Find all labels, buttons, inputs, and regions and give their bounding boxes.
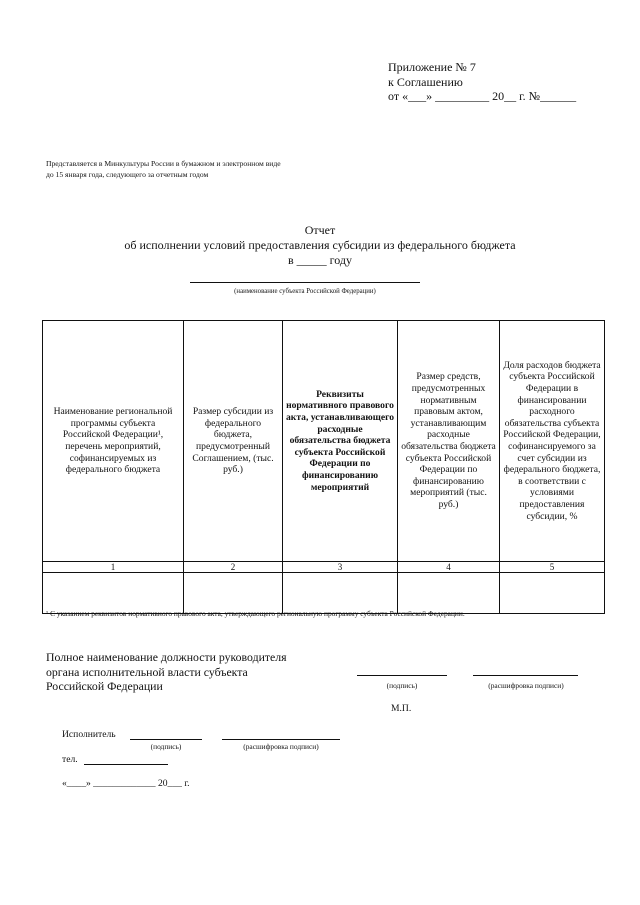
executor-decode-caption: (расшифровка подписи) xyxy=(243,742,319,751)
report-title: Отчет xyxy=(304,223,336,237)
head-decode-line xyxy=(473,675,578,676)
submission-note-line-1: Представляется в Минкультуры России в бумажном и электронном виде xyxy=(46,159,281,168)
column-number: 3 xyxy=(283,562,398,573)
executor-decode-line xyxy=(222,739,340,740)
report-subtitle: об исполнении условий предоставления субсидии из федерального бюджета xyxy=(124,238,516,252)
table-row xyxy=(43,573,605,614)
head-signature-caption: (подпись) xyxy=(386,681,418,690)
table-cell xyxy=(43,573,184,614)
appendix-date-line: от «___» _________ 20__ г. №______ xyxy=(388,89,577,103)
head-position-line-1: Полное наименование должности руководителя xyxy=(46,650,287,664)
executor-date-line: «____» _____________ 20___ г. xyxy=(62,778,190,789)
column-number: 1 xyxy=(43,562,184,573)
column-number: 5 xyxy=(500,562,605,573)
head-position-line-2: органа исполнительной власти субъекта xyxy=(46,664,248,679)
appendix-agreement: к Соглашению xyxy=(388,74,463,89)
table-header-row xyxy=(43,321,605,562)
executor-signature-caption: (подпись) xyxy=(150,742,182,751)
table-cell xyxy=(398,573,500,614)
table-number-row xyxy=(43,562,605,573)
submission-note xyxy=(46,158,281,180)
footnote: ¹ С указанием реквизитов нормативного правового акта, утверждающего региональную программу субъекта Российской Федерации. xyxy=(46,609,465,618)
column-number: 2 xyxy=(184,562,283,573)
header-expense-share: Доля расходов бюджета субъекта Российской Федерации в финансировании расходного обязательства субъекта Российской Федерации, софинансируемого за счет субсидии из федерального бюджета, в соответствии с условиями предоставления субсидии, % xyxy=(500,321,605,562)
head-signature-line xyxy=(357,675,447,676)
submission-note-line-2: до 15 января года, следующего за отчетным годом xyxy=(46,170,209,179)
head-position-line-3: Российской Федерации xyxy=(46,679,163,693)
report-year-line: в _____ году xyxy=(287,253,353,267)
header-program-name: Наименование региональной программы субъекта Российской Федерации¹, перечень мероприятий, софинансируемых из федерального бюджета xyxy=(43,321,184,562)
executor-phone-line xyxy=(84,764,168,765)
report-table xyxy=(42,320,605,614)
appendix-header xyxy=(388,60,576,104)
table-cell xyxy=(184,573,283,614)
appendix-number: Приложение № 7 xyxy=(388,60,476,74)
subject-name-line xyxy=(190,282,420,283)
header-subsidy-amount: Размер субсидии из федерального бюджета, предусмотренный Соглашением, (тыс. руб.) xyxy=(184,321,283,562)
executor-phone-label: тел. xyxy=(62,754,78,765)
header-funds-amount: Размер средств, предусмотренных нормативным правовым актом, устанавливающим расходные обязательства бюджета субъекта Российской Федерации по финансированию мероприятий (тыс. руб.) xyxy=(398,321,500,562)
executor-label: Исполнитель xyxy=(62,729,116,740)
subject-caption: (наименование субъекта Российской Федерации) xyxy=(234,288,376,295)
head-position-block xyxy=(46,650,287,694)
executor-signature-line xyxy=(130,739,202,740)
head-decode-caption: (расшифровка подписи) xyxy=(488,681,564,690)
table-cell xyxy=(500,573,605,614)
stamp-place: М.П. xyxy=(391,703,412,714)
header-legal-act: Реквизиты нормативного правового акта, устанавливающего расходные обязательства бюджета субъекта Российской Федерации по финансированию мероприятий xyxy=(283,321,398,562)
table-cell xyxy=(283,573,398,614)
column-number: 4 xyxy=(398,562,500,573)
